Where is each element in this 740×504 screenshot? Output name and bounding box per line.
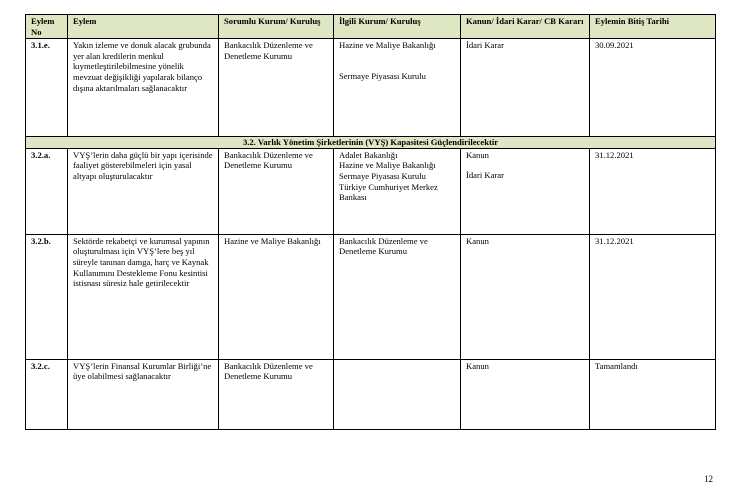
legal-basis-item: İdari Karar [466,40,504,51]
legal-basis-item: Kanun [466,360,489,371]
responsible-institution: Hazine ve Maliye Bakanlığı [219,234,334,359]
action-id: 3.1.e. [26,39,68,137]
header-responsible: Sorumlu Kurum/ Kuruluş [219,15,334,39]
related-institution: Bankacılık Düzenleme ve Denetleme Kurumu [339,235,428,257]
related-institution: Adalet Bakanlığı [339,149,398,160]
table-row [26,234,716,359]
page-number: 12 [704,474,713,484]
legal-basis-item: Kanun [466,149,489,160]
header-action-no: Eylem No [26,15,68,39]
section-header-row [26,137,716,149]
responsible-institution: Bankacılık Düzenleme ve Denetleme Kurumu [219,39,334,137]
related-institution: Sermaye Piyasası Kurulu [339,70,426,81]
related-institution: Hazine ve Maliye Bakanlığı [339,160,436,171]
header-related: İlgili Kurum/ Kuruluş [334,15,461,39]
header-deadline: Eylemin Bitiş Tarihi [590,15,716,39]
legal-basis-item: İdari Karar [466,170,504,181]
action-text: VYŞ’lerin Finansal Kurumlar Birliği’ne üye olabilmesi sağlanacaktır [68,359,219,429]
table-row [26,359,716,429]
action-id: 3.2.c. [26,359,68,429]
related-institutions [334,234,461,359]
action-text: Sektörde rekabetçi ve kurumsal yapının oluşturulması için VYŞ’lere beş yıl süreyle tanınan damga, harç ve Kaynak Kullanımını Destekleme Fonu kesintisi istisnası süresiz hale getirilecektir [68,234,219,359]
section-title: 3.2. Varlık Yönetim Şirketlerinin (VYŞ) Kapasitesi Güçlendirilecektir [26,137,716,149]
header-legal-basis: Kanun/ İdari Karar/ CB Kararı [461,15,590,39]
header-action: Eylem [68,15,219,39]
responsible-institution: Bankacılık Düzenleme ve Denetleme Kurumu [219,359,334,429]
legal-basis [461,359,590,429]
related-institutions [334,39,461,137]
deadline: 31.12.2021 [590,234,716,359]
legal-basis-item: Kanun [466,235,489,246]
action-text: Yakın izleme ve donuk alacak grubunda yer alan kredilerin menkul kıymetleştirilebilmesine yönelik mevzuat değişikliği yapılarak bilanço dışına aktarılmaları sağlanacaktır [68,39,219,137]
related-institution: Sermaye Piyasası Kurulu [339,170,426,181]
deadline: 31.12.2021 [590,148,716,234]
legal-basis [461,234,590,359]
related-institutions [334,359,461,429]
deadline: Tamamlandı [590,359,716,429]
table-row [26,148,716,234]
action-plan-table [25,14,716,430]
responsible-institution: Bankacılık Düzenleme ve Denetleme Kurumu [219,148,334,234]
legal-basis [461,148,590,234]
related-institution: Türkiye Cumhuriyet Merkez Bankası [339,181,438,203]
related-institution: Hazine ve Maliye Bakanlığı [339,40,436,51]
action-text: VYŞ’lerin daha güçlü bir yapı içerisinde faaliyet gösterebilmeleri için yasal altyapı oluşturulacaktır [68,148,219,234]
related-institutions [334,148,461,234]
table-header-row [26,15,716,39]
legal-basis [461,39,590,137]
action-id: 3.2.a. [26,148,68,234]
action-id: 3.2.b. [26,234,68,359]
deadline: 30.09.2021 [590,39,716,137]
table-row [26,39,716,137]
